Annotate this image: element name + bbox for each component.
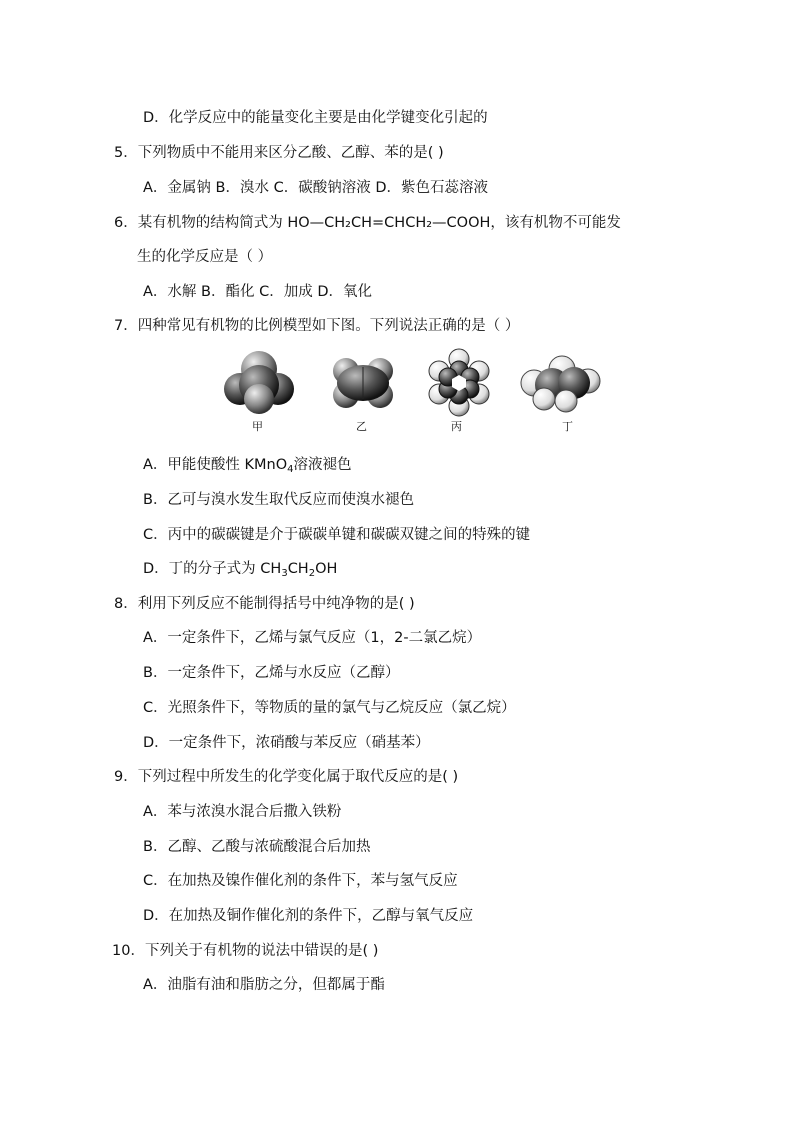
question-7: 7．四种常见有机物的比例模型如下图。下列说法正确的是（ ）: [114, 318, 520, 334]
question-6-options: A．水解 B．酯化 C．加成 D．氧化: [143, 284, 372, 300]
question-6: 6．某有机物的结构简式为 HO—CH₂CH=CHCH₂—COOH，该有机物不可能发: [114, 215, 621, 231]
question-8-option-b: B．一定条件下，乙烯与水反应（乙醇）: [143, 665, 400, 681]
q4-option-d: D．化学反应中的能量变化主要是由化学键变化引起的: [143, 110, 488, 126]
question-6-continued: 生的化学反应是（ ）: [137, 249, 273, 265]
question-9-option-a: A．苯与浓溴水混合后撒入铁粉: [143, 804, 342, 820]
model-label-bing: 丙: [451, 420, 462, 433]
model-label-yi: 乙: [356, 420, 367, 433]
question-8-option-a: A．一定条件下，乙烯与氯气反应（1，2-二氯乙烷）: [143, 630, 482, 646]
model-label-ding: 丁: [562, 420, 573, 433]
question-7-option-d: D．丁的分子式为 $CH_3CH_2OH$: [143, 561, 338, 579]
question-8-option-c: C．光照条件下，等物质的量的氯气与乙烷反应（氯乙烷）: [143, 700, 516, 716]
question-7-option-b: B．乙可与溴水发生取代反应而使溴水褪色: [143, 492, 414, 508]
question-9-option-b: B．乙醇、乙酸与浓硫酸混合后加热: [143, 839, 371, 855]
question-10-option-a: A．油脂有油和脂肪之分，但都属于酯: [143, 977, 385, 993]
question-5: 5．下列物质中不能用来区分乙酸、乙醇、苯的是( ): [114, 145, 444, 161]
methane-model: [222, 347, 296, 417]
question-9: 9．下列过程中所发生的化学变化属于取代反应的是( ): [114, 769, 459, 785]
benzene-model: [424, 347, 494, 417]
question-8-option-d: D．一定条件下，浓硝酸与苯反应（硝基苯）: [143, 735, 430, 751]
question-7-option-c: C．丙中的碳碳键是介于碳碳单键和碳碳双键之间的特殊的键: [143, 527, 531, 543]
question-9-option-c: C．在加热及镍作催化剂的条件下，苯与氢气反应: [143, 873, 458, 889]
model-label-jia: 甲: [252, 420, 263, 433]
question-5-options: A．金属钠 B．溴水 C．碳酸钠溶液 D．紫色石蕊溶液: [143, 180, 488, 196]
question-8: 8．利用下列反应不能制得括号中纯净物的是( ): [114, 596, 415, 612]
ethylene-model: [328, 347, 398, 417]
question-10: 10．下列关于有机物的说法中错误的是( ): [112, 943, 379, 959]
ethanol-model: [518, 347, 602, 417]
question-7-option-a: A．甲能使酸性 KMnO$_4$溶液褪色: [143, 457, 352, 475]
molecule-models-figure: [220, 347, 610, 437]
question-9-option-d: D．在加热及铜作催化剂的条件下，乙醇与氧气反应: [143, 908, 474, 924]
